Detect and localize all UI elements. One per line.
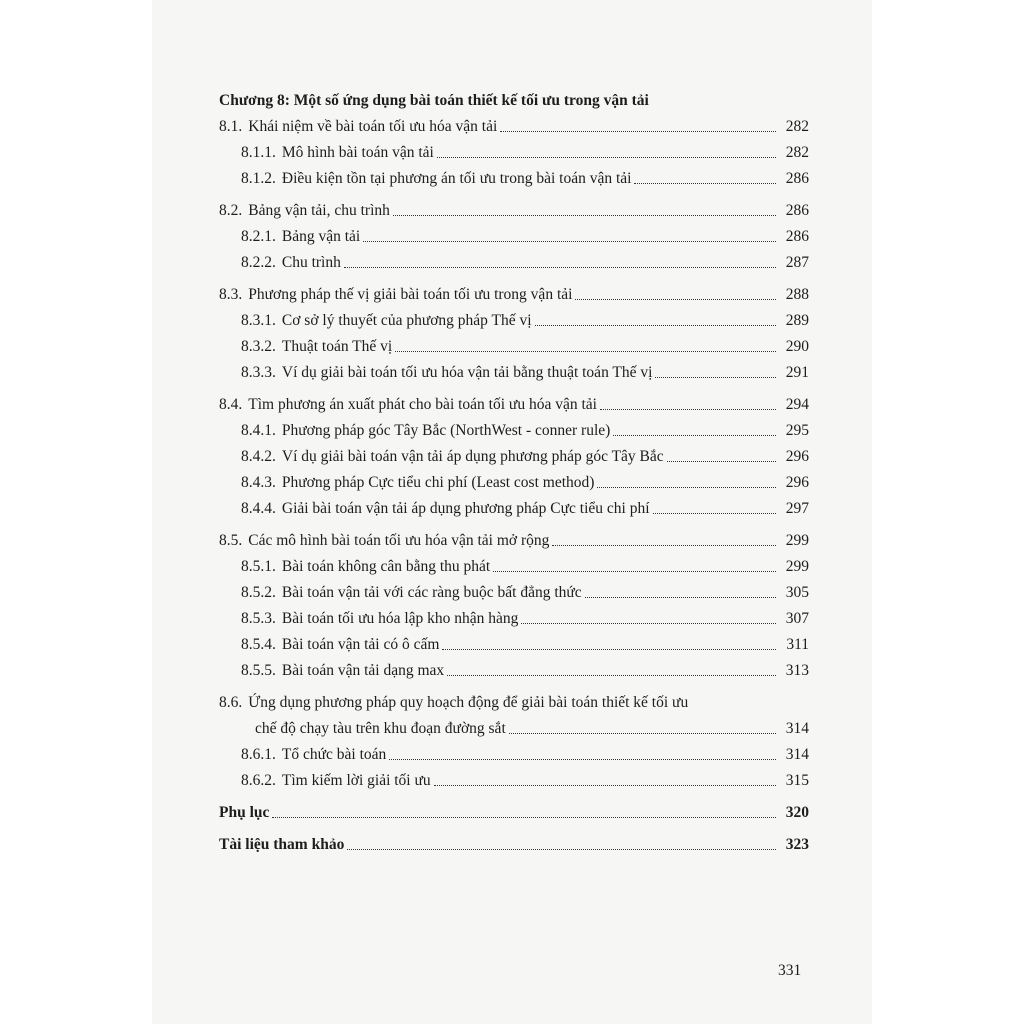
toc-entry: 8.3.3. Ví dụ giải bài toán tối ưu hóa vận tải bằng thuật toán Thế vị 291	[241, 364, 809, 381]
toc-entry: 8.4. Tìm phương án xuất phát cho bài toán tối ưu hóa vận tải 294	[219, 396, 809, 413]
toc-entry: 8.6.1. Tổ chức bài toán 314	[241, 746, 809, 763]
toc-entry: 8.5.1. Bài toán không cân bằng thu phát 299	[241, 558, 809, 575]
toc-entry: 8.3.1. Cơ sở lý thuyết của phương pháp Thế vị 289	[241, 312, 809, 329]
toc-entry: 8.4.4. Giải bài toán vận tải áp dụng phương pháp Cực tiểu chi phí 297	[241, 500, 809, 517]
toc-entry: 8.5. Các mô hình bài toán tối ưu hóa vận tải mở rộng 299	[219, 532, 809, 549]
toc-entry: 8.5.4. Bài toán vận tải có ô cấm 311	[241, 636, 809, 653]
toc-entry: 8.4.2. Ví dụ giải bài toán vận tải áp dụng phương pháp góc Tây Bắc 296	[241, 448, 809, 465]
toc-entry: 8.5.2. Bài toán vận tải với các ràng buộc bất đẳng thức 305	[241, 584, 809, 601]
toc-entry: 8.5.5. Bài toán vận tải dạng max 313	[241, 662, 809, 679]
toc-entry: 8.1.1. Mô hình bài toán vận tải 282	[241, 144, 809, 161]
toc-entry-continuation: chế độ chạy tàu trên khu đoạn đường sắt 314	[255, 720, 809, 737]
toc-entry: 8.2.1. Bảng vận tải 286	[241, 228, 809, 245]
toc-entry: 8.3. Phương pháp thế vị giải bài toán tối ưu trong vận tải 288	[219, 286, 809, 303]
toc-entry: 8.1.2. Điều kiện tồn tại phương án tối ưu trong bài toán vận tải 286	[241, 170, 809, 187]
toc-entry: 8.1. Khái niệm về bài toán tối ưu hóa vận tải 282	[219, 118, 809, 135]
page-number: 331	[778, 962, 802, 979]
toc-entry-appendix: Phụ lục 320	[219, 804, 809, 821]
toc-entry: 8.3.2. Thuật toán Thế vị 290	[241, 338, 809, 355]
toc-entry: 8.6.2. Tìm kiếm lời giải tối ưu 315	[241, 772, 809, 789]
toc-entry: 8.4.3. Phương pháp Cực tiểu chi phí (Least cost method) 296	[241, 474, 809, 491]
toc-entry: 8.2. Bảng vận tải, chu trình 286	[219, 202, 809, 219]
chapter-title: Chương 8: Một số ứng dụng bài toán thiết kế tối ưu trong vận tải	[219, 92, 649, 109]
toc-entry: 8.5.3. Bài toán tối ưu hóa lập kho nhận hàng 307	[241, 610, 809, 627]
toc-entry: 8.2.2. Chu trình 287	[241, 254, 809, 271]
toc-entry: 8.6. Ứng dụng phương pháp quy hoạch động để giải bài toán thiết kế tối ưu	[219, 694, 689, 711]
table-of-contents	[219, 88, 809, 858]
toc-entry-references: Tài liệu tham khảo 323	[219, 836, 809, 853]
toc-entry: 8.4.1. Phương pháp góc Tây Bắc (NorthWest - conner rule) 295	[241, 422, 809, 439]
